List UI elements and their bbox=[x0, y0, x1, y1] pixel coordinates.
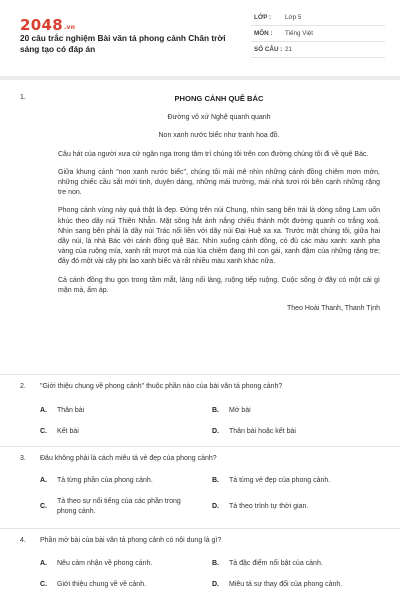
question-separator bbox=[0, 374, 400, 375]
logo-text: 2048 bbox=[20, 16, 63, 34]
meta-row-count bbox=[251, 42, 385, 58]
meta-label-subject: MÔN : bbox=[254, 30, 273, 37]
option-text: Tả đặc điểm nổi bật của cảnh. bbox=[229, 560, 323, 567]
option-text: Kết bài bbox=[57, 428, 79, 435]
option-letter: D. bbox=[212, 428, 219, 435]
option-letter: D. bbox=[212, 581, 219, 588]
reading-passage bbox=[58, 94, 380, 314]
option-letter: C. bbox=[40, 503, 47, 510]
option-text: Tả theo sự nổi tiếng của các phần trong phong cảnh. bbox=[57, 498, 181, 515]
passage-title: PHONG CẢNH QUÊ BÁC bbox=[174, 94, 264, 103]
site-logo[interactable] bbox=[20, 16, 75, 34]
question-number: 1. bbox=[20, 94, 26, 101]
question-separator bbox=[0, 528, 400, 529]
option-letter: C. bbox=[40, 428, 47, 435]
header-divider bbox=[0, 76, 400, 80]
meta-panel bbox=[251, 10, 385, 58]
option-text: Tả theo trình tự thời gian. bbox=[229, 503, 309, 510]
question-separator bbox=[0, 446, 400, 447]
option-text: Thân bài hoặc kết bài bbox=[229, 428, 296, 435]
poem-line: Đường vô xứ Nghệ quanh quanh bbox=[167, 114, 271, 122]
meta-row-subject bbox=[251, 26, 385, 42]
option-text: Nêu cảm nhận về phong cảnh. bbox=[57, 560, 153, 567]
passage-source: Theo Hoài Thanh, Thanh Tịnh bbox=[286, 305, 380, 313]
question-number: 2. bbox=[20, 383, 26, 390]
option-letter: A. bbox=[40, 477, 47, 484]
question-text: Đâu không phải là cách miêu tả vẻ đẹp của phong cảnh? bbox=[40, 455, 217, 462]
option-c[interactable] bbox=[40, 497, 200, 519]
poem-line: Non xanh nước biếc như tranh hoạ đồ. bbox=[158, 132, 280, 140]
option-text: Miêu tả sự thay đổi của phong cảnh. bbox=[229, 581, 343, 588]
page-header bbox=[0, 0, 400, 70]
meta-value-subject: Tiếng Việt bbox=[285, 30, 314, 37]
option-letter: B. bbox=[212, 407, 219, 414]
meta-label-grade: LỚP : bbox=[254, 14, 272, 21]
meta-value-count: 21 bbox=[285, 46, 293, 53]
option-text: Mở bài bbox=[229, 407, 251, 414]
logo-suffix: .vn bbox=[63, 24, 76, 31]
option-text: Giới thiệu chung về về cảnh. bbox=[57, 581, 147, 588]
option-text: Thân bài bbox=[57, 407, 85, 414]
option-letter: A. bbox=[40, 407, 47, 414]
passage-paragraph: Giữa khung cảnh "non xanh nước biếc", chúng tôi mải mê nhìn những cánh đồng chiêm mơn mởn, những chiếc cầu sắt mới tinh, duyên dáng, những mái trường, mái nhà tươi rói bên cạnh những rặng tre non. bbox=[58, 168, 380, 197]
meta-row-grade bbox=[251, 10, 385, 26]
option-text: Tả từng vẻ đẹp của phong cảnh. bbox=[229, 477, 331, 484]
passage-paragraph: Cả cánh đồng thu gọn trong tầm mắt, làng nối làng, ruộng tiếp ruộng. Cuộc sống ở đây có một cái gì mặn mà, ấm áp. bbox=[58, 276, 380, 294]
option-text: Tả từng phần của phong cảnh. bbox=[57, 477, 153, 484]
question-text: Phần mở bài của bài văn tả phong cảnh có nội dung là gì? bbox=[40, 537, 222, 544]
meta-label-count: SỐ CÂU : bbox=[254, 46, 283, 53]
passage-paragraph: Phong cảnh vùng này quả thật là đẹp. Đứng trên núi Chung, nhìn sang bên trái là dòng sông Lam uốn khúc theo dãy núi Thiên Nhẫn. Mặt sông hắt ánh nắng chiếu thành một đường quanh co trắng xoá. Nhìn sang bên phải là dãy núi Trác nối liền với dãy núi Đại Huệ xa xa. Trước mặt chúng tôi, giữa hai dãy núi, là nhà Bác với cánh đồng quê Bác. Nhìn xuống cánh đồng, có đủ các màu xanh: xanh pha vàng của ruộng mía, xanh rất mượt mà của lúa chiêm đang thì con gái, xanh đậm của những rặng tre; đây đó một vài cây phi lao xanh biếc và rất nhiều màu xanh khác nữa. bbox=[58, 207, 380, 266]
option-letter: A. bbox=[40, 560, 47, 567]
question-number: 4. bbox=[20, 537, 26, 544]
option-letter: C. bbox=[40, 581, 47, 588]
question-text: "Giới thiệu chung về phong cảnh" thuộc phần nào của bài văn tả phong cảnh? bbox=[40, 383, 283, 390]
meta-value-grade: Lớp 5 bbox=[285, 14, 302, 21]
option-letter: D. bbox=[212, 503, 219, 510]
option-letter: B. bbox=[212, 560, 219, 567]
question-number: 3. bbox=[20, 455, 26, 462]
document-title: 20 câu trắc nghiệm Bài văn tả phong cảnh Chân trời sáng tạo có đáp án bbox=[20, 33, 226, 54]
passage-paragraph: Câu hát của người xưa cứ ngân nga trong tâm trí chúng tôi trên con đường chúng tôi đi về quê Bác. bbox=[58, 150, 369, 158]
option-letter: B. bbox=[212, 477, 219, 484]
